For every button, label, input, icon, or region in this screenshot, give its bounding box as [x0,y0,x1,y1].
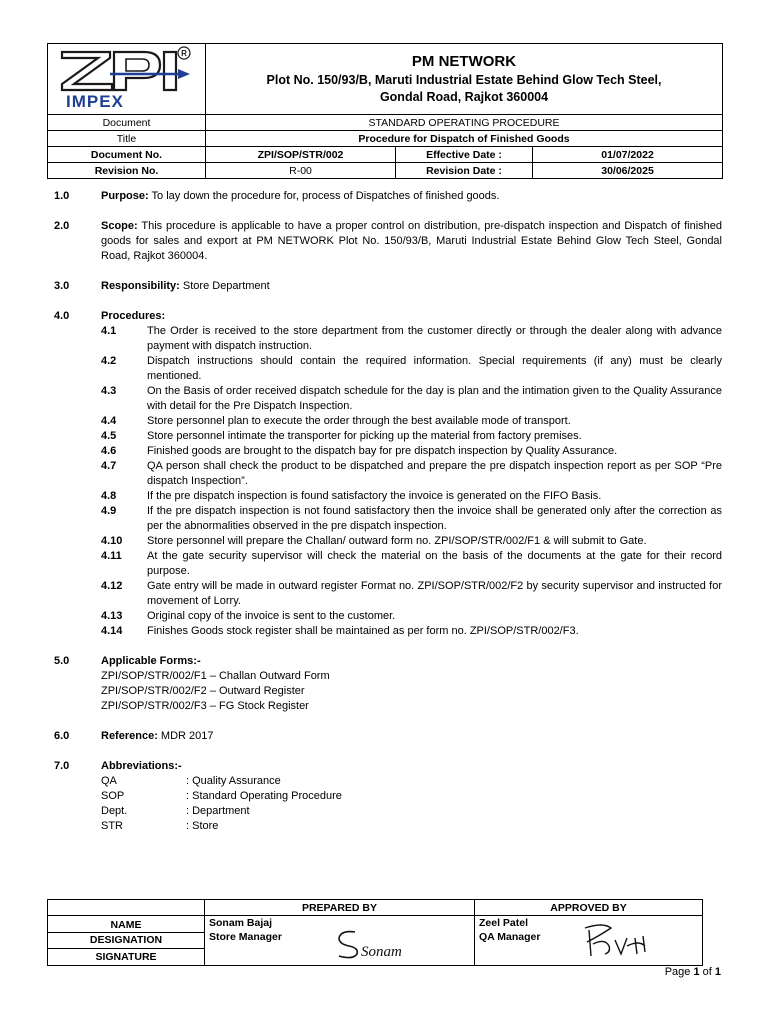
approved-by-header: APPROVED BY [475,900,703,916]
name-label: NAME [48,916,205,933]
procedure-item: 4.2 Dispatch instructions should contain the required information. Special requirements (if any) must be clearly mentioned. [101,355,722,382]
section-label: Reference: [101,730,158,742]
section-number: 4.0 [54,310,70,322]
section-number: 5.0 [54,655,70,667]
prepared-by-cell [205,916,475,966]
procedure-item: 4.13 Original copy of the invoice is sent to the customer. [101,610,396,622]
approved-name: Zeel Patel [479,917,529,929]
revision-date-label: Revision Date : [396,163,533,179]
effective-date-label: Effective Date : [396,147,533,163]
revision-no-label: Revision No. [48,163,206,179]
abbreviation-item: STR : Store [101,820,219,832]
section-text: Store Department [179,280,270,292]
svg-text:R: R [180,49,187,58]
section-reference [54,729,722,744]
procedure-item: 4.5 Store personnel intimate the transporter for picking up the material from factory premises. [101,430,582,442]
revision-date-value: 30/06/2025 [533,163,723,179]
procedure-item: 4.9 If the pre dispatch inspection is not found satisfactory then the invoice shall be generated only after the correction as per the abnormalities observed in the pre dispatch inspection. [101,505,722,532]
procedure-list [54,324,722,639]
section-scope [54,219,722,264]
procedure-item: 4.1 The Order is received to the store department from the customer directly or through the dealer along with advance payment with dispatch instruction. [101,325,722,352]
title-label: Title [48,131,206,147]
section-label: Purpose: [101,190,149,202]
document-body [54,189,722,834]
section-text: This procedure is applicable to have a proper control on distribution, pre-dispatch inspection and Dispatch of finished goods for sales and export at PM NETWORK Plot No. 150/93/B, Maruti Industrial Estate Behind Glow Tech Steel, Gondal Road, Rajkot 360004. [101,220,722,262]
form-item: ZPI/SOP/STR/002/F1 – Challan Outward Form [101,670,330,682]
section-number: 2.0 [54,220,70,232]
company-name: PM NETWORK [411,53,517,70]
section-text: To lay down the procedure for, process of Dispatches of finished goods. [148,190,500,202]
abbreviation-item: SOP : Standard Operating Procedure [101,790,342,802]
abbreviation-item: QA : Quality Assurance [101,775,281,787]
section-abbreviations [54,759,722,774]
company-logo [48,44,206,115]
form-item: ZPI/SOP/STR/002/F3 – FG Stock Register [101,700,309,712]
approved-by-cell [475,916,703,966]
approved-designation: QA Manager [479,931,541,943]
section-applicable-forms [54,654,722,669]
effective-date-value: 01/07/2022 [533,147,723,163]
company-address-line1: Plot No. 150/93/B, Maruti Industrial Estate Behind Glow Tech Steel, [266,73,662,87]
title-value: Procedure for Dispatch of Finished Goods [206,131,723,147]
section-label: Procedures: [101,310,166,322]
prepared-by-header: PREPARED BY [205,900,475,916]
document-label: Document [48,115,206,131]
procedure-item: 4.6 Finished goods are brought to the dispatch bay for pre dispatch inspection by Quality Assurance. [101,445,618,457]
procedure-item: 4.11 At the gate security supervisor will check the material on the basis of the documents at the gate for their record purpose. [101,550,722,577]
signature-label: SIGNATURE [48,949,205,966]
designation-label: DESIGNATION [48,932,205,949]
procedure-item: 4.7 QA person shall check the product to be dispatched and prepare the pre dispatch inspection report as per SOP “Pre dispatch Inspection”. [101,460,722,487]
logo-text: IMPEX [65,92,124,110]
section-responsibility [54,279,722,294]
section-number: 6.0 [54,730,70,742]
section-label: Responsibility: [101,280,180,292]
section-label: Abbreviations:- [101,760,182,772]
prepared-designation: Store Manager [209,931,282,943]
document-no-value: ZPI/SOP/STR/002 [206,147,396,163]
revision-no-value: R-00 [206,163,396,179]
prepared-name: Sonam Bajaj [209,917,273,929]
svg-text:Sonam: Sonam [361,944,402,960]
company-address-line2: Gondal Road, Rajkot 360004 [379,90,549,104]
procedure-item: 4.4 Store personnel plan to execute the order through the best available mode of transport. [101,415,571,427]
procedure-item: 4.14 Finishes Goods stock register shall be maintained as per form no. ZPI/SOP/STR/002/F3. [101,625,579,637]
zpi-logo-icon [52,44,202,110]
prepared-signature [333,926,443,962]
section-purpose [54,189,722,204]
procedure-item: 4.8 If the pre dispatch inspection is found satisfactory the invoice is generated on the FIFO Basis. [101,490,602,502]
section-label: Scope: [101,220,138,232]
approved-signature [575,920,655,960]
abbreviation-item: Dept. : Department [101,805,250,817]
section-procedures [54,309,722,324]
approval-table [47,899,703,966]
section-number: 1.0 [54,190,70,202]
document-header-table [47,43,723,179]
company-info [206,44,723,115]
section-number: 3.0 [54,280,70,292]
page-number: Page 1 of 1 [664,966,721,978]
procedure-item: 4.3 On the Basis of order received dispatch schedule for the day is plan and the intimation given to the Quality Assurance with detail for the Pre Dispatch Inspection. [101,385,722,412]
form-item: ZPI/SOP/STR/002/F2 – Outward Register [101,685,305,697]
document-no-label: Document No. [48,147,206,163]
document-value: STANDARD OPERATING PROCEDURE [206,115,723,131]
section-label: Applicable Forms:- [101,655,201,667]
procedure-item: 4.10 Store personnel will prepare the Challan/ outward form no. ZPI/SOP/STR/002/F1 & will submit to Gate. [101,535,647,547]
section-text: MDR 2017 [157,730,214,742]
procedure-item: 4.12 Gate entry will be made in outward register Format no. ZPI/SOP/STR/002/F2 by security supervisor and instructed for movement of Lorry. [101,580,722,607]
section-number: 7.0 [54,760,70,772]
